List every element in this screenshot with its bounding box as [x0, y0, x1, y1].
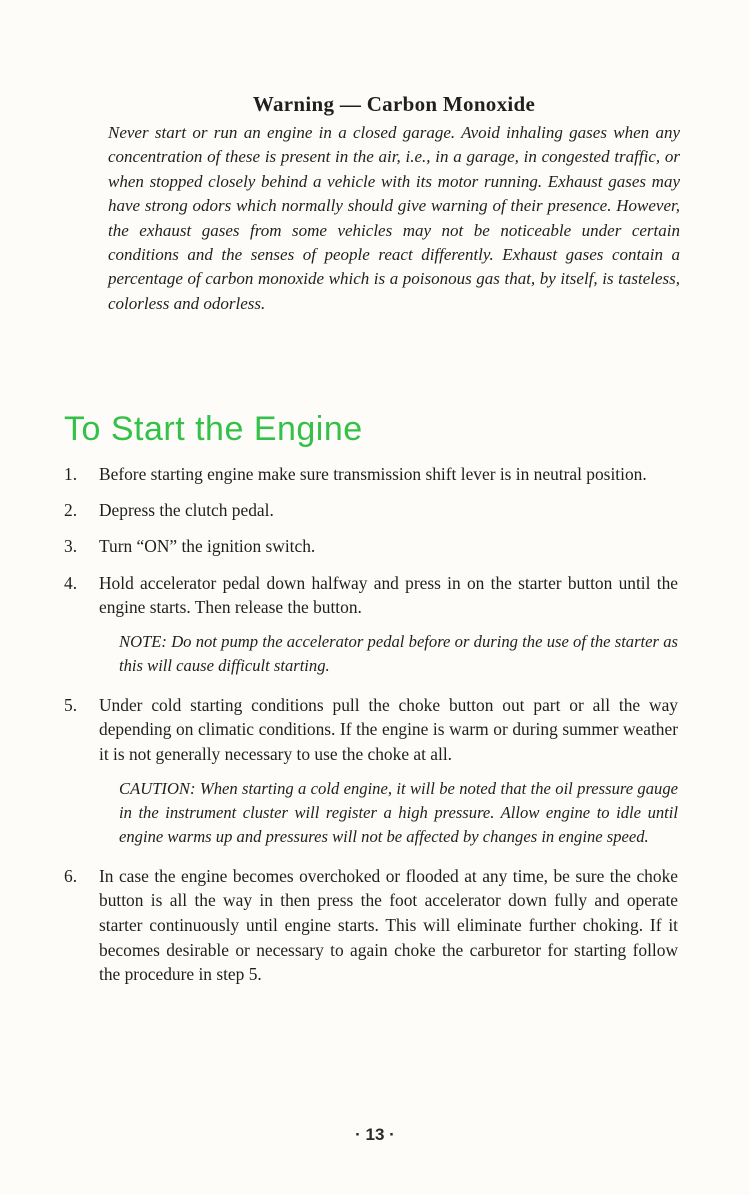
step-text: Depress the clutch pedal.: [99, 499, 274, 520]
warning-title: Warning — Carbon Monoxide: [252, 92, 536, 116]
step-text: Hold accelerator pedal down halfway and press in on the starter button until the engine starts. Then release the button.: [99, 572, 678, 618]
step-text: Turn “ON” the ignition switch.: [99, 536, 316, 557]
step-6: [64, 864, 678, 987]
steps-list: [64, 462, 678, 987]
page-number: · 13 ·: [355, 1125, 395, 1144]
step-number: 6.: [64, 865, 78, 886]
step-4: [64, 571, 678, 679]
step-number: 3.: [64, 536, 78, 557]
warning-body: Never start or run an engine in a closed garage. Avoid inhaling gases when any concentration of these is present in the air, i.e., in a garage, in congested traffic, or when stopped closely behind a vehicle with its motor running. Exhaust gases may have strong odors which normally should give warning of their presence. However, the exhaust gases from some vehicles may not be noticeable under certain conditions and the senses of people react differently. Exhaust gases contain a percentage of carbon monoxide which is a poisonous gas that, by itself, is tasteless, colorless and odorless.: [108, 123, 680, 313]
step-number: 2.: [64, 499, 78, 520]
step-caution: CAUTION: When starting a cold engine, it will be noted that the oil pressure gauge in the instrument cluster will register a high pressure. Allow engine to idle until engine warms up and pressures will not be affected by changes in engine speed.: [119, 778, 678, 847]
step-text: Before starting engine make sure transmission shift lever is in neutral position.: [99, 464, 647, 484]
step-number: 5.: [64, 694, 78, 715]
section-heading: To Start the Engine: [64, 410, 363, 448]
step-2: [64, 498, 678, 523]
step-3: [64, 534, 678, 559]
step-5: [64, 693, 678, 850]
step-number: 4.: [64, 572, 78, 593]
step-text: In case the engine becomes overchoked or flooded at any time, be sure the choke button is all the way in then press the foot accelerator down fully and operate starter continuously until engine starts. This will eliminate further choking. If it becomes desirable or necessary to again choke the carburetor for starting follow the procedure in step 5.: [99, 865, 678, 985]
step-number: 1.: [64, 464, 78, 484]
step-text: Under cold starting conditions pull the choke button out part or all the way depending on climatic conditions. If the engine is warm or during summer weather it is not generally necessary to use the choke at all.: [99, 694, 678, 764]
step-note: NOTE: Do not pump the accelerator pedal before or during the use of the starter as this will cause difficult starting.: [119, 631, 678, 676]
step-1: [64, 462, 678, 487]
warning-box: [108, 92, 680, 316]
